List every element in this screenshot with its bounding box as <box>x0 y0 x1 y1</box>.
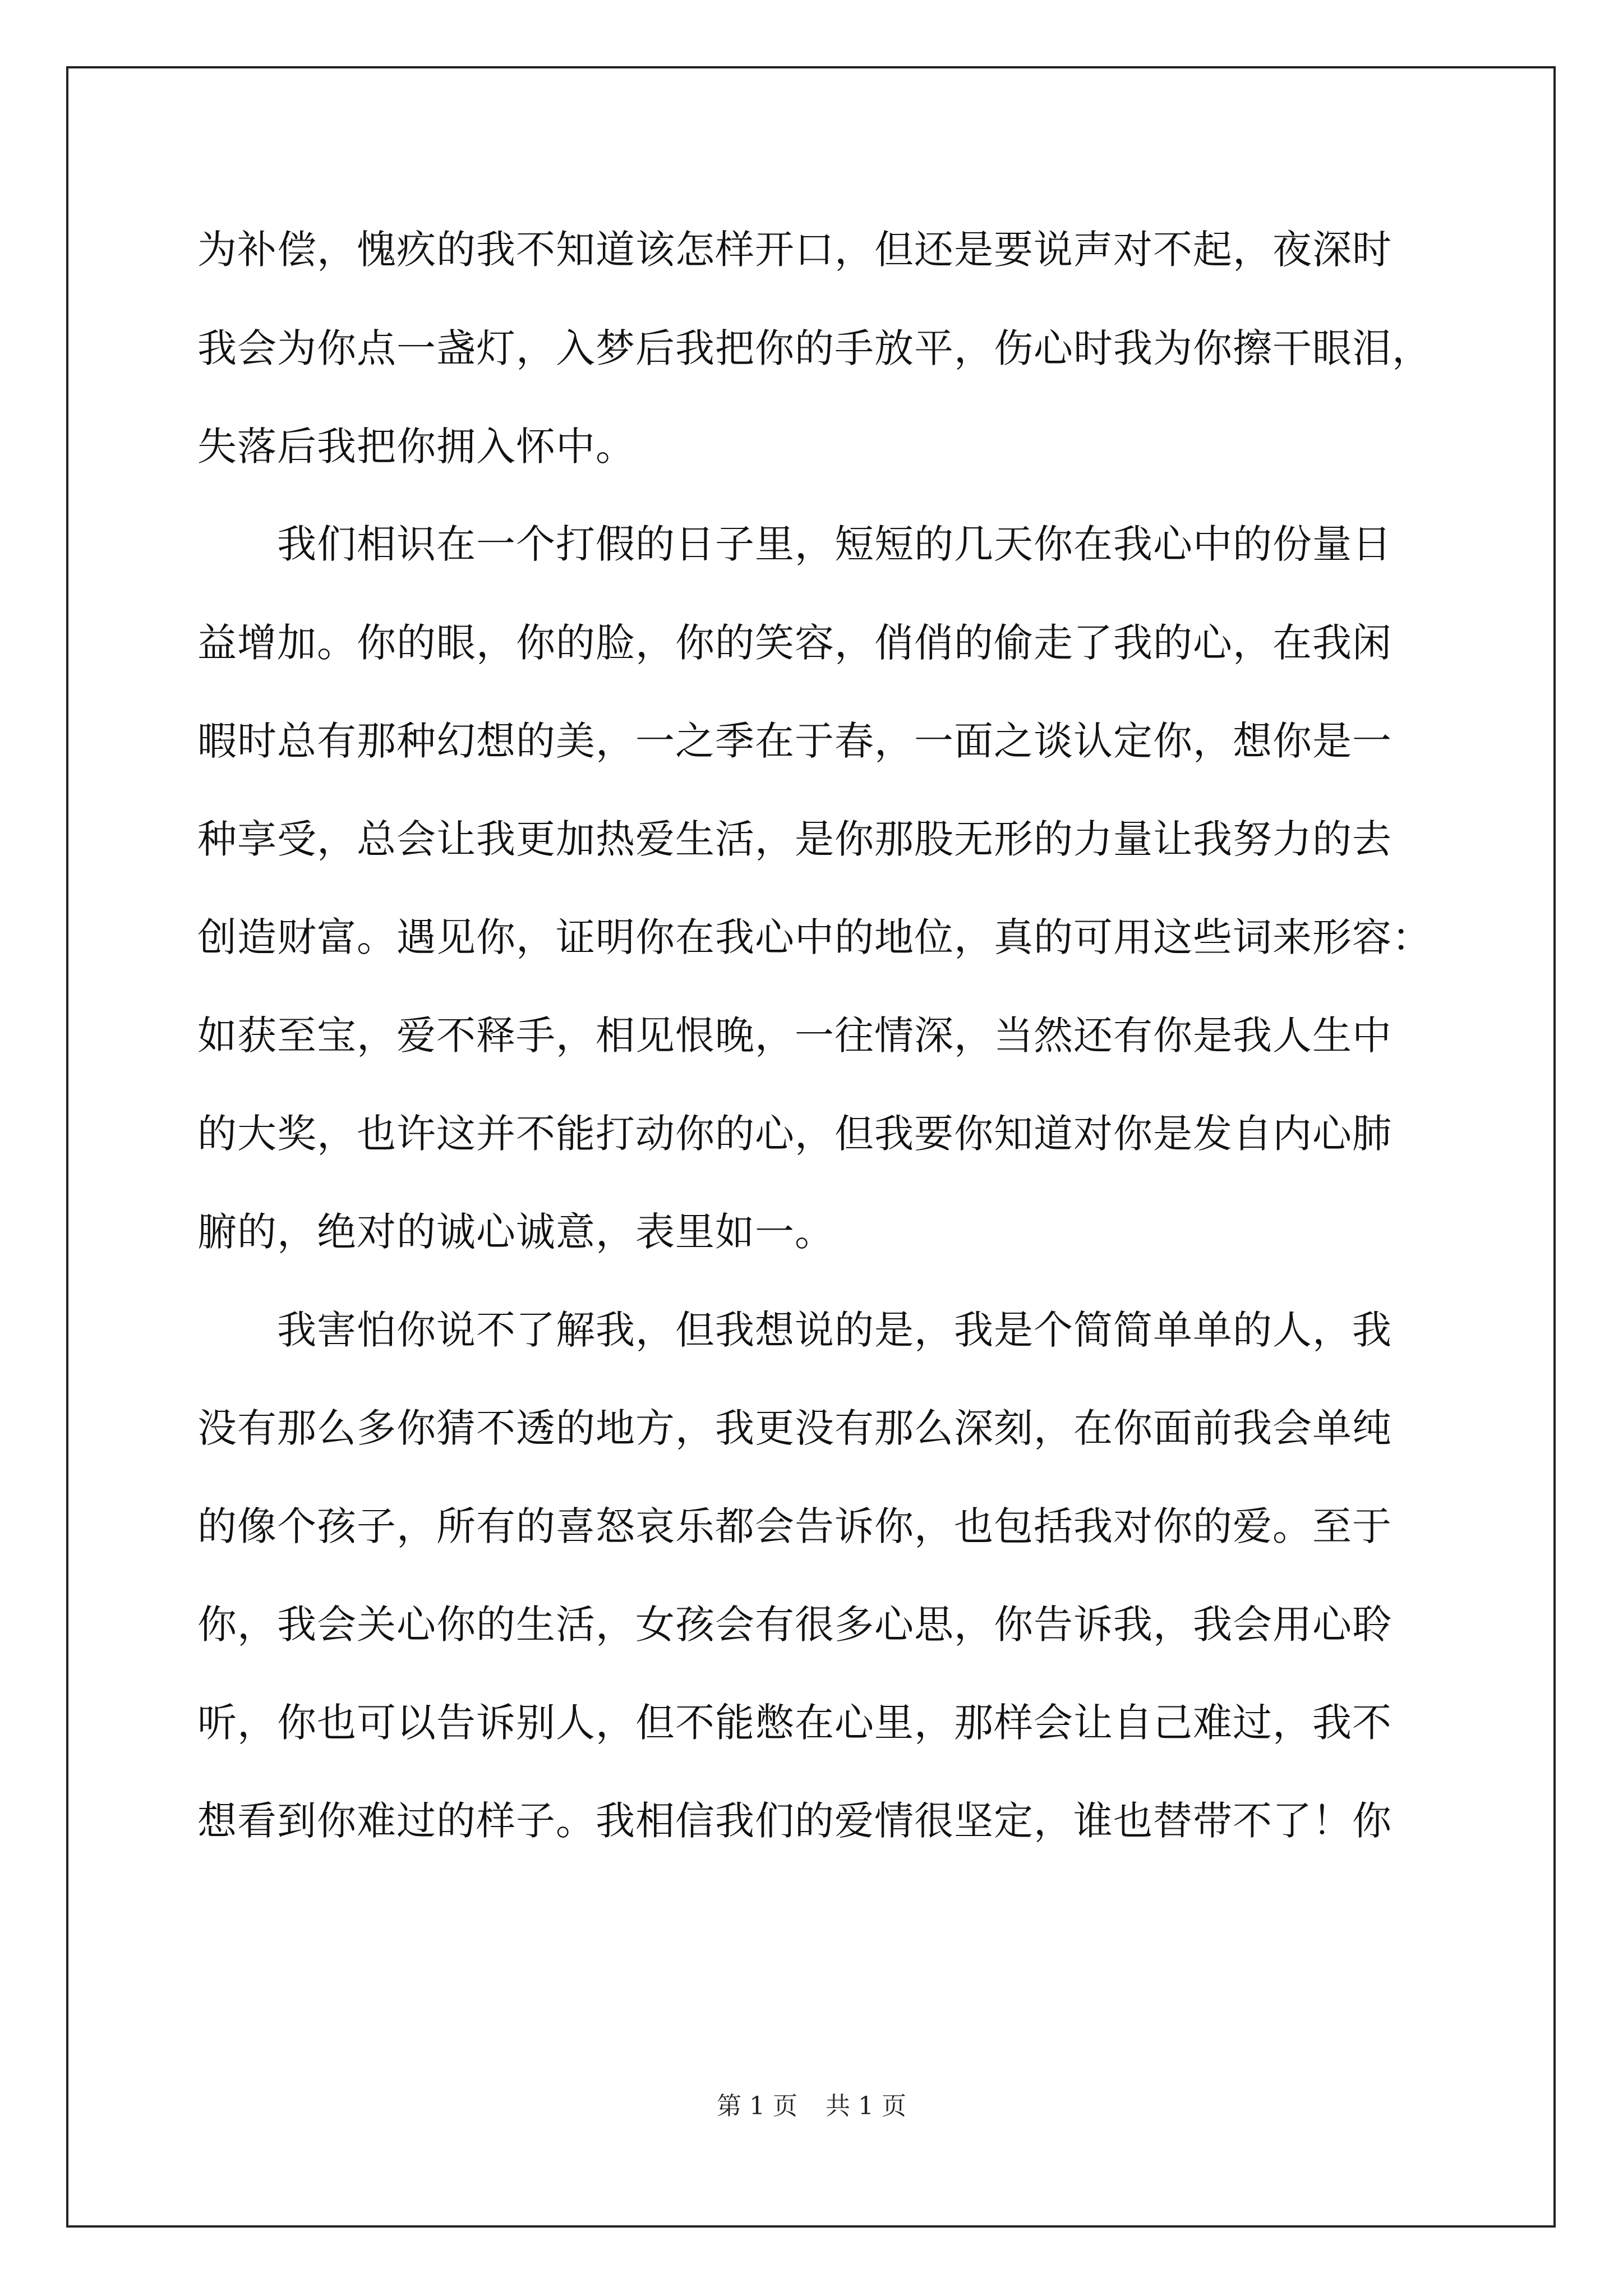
text-line: 听，你也可以告诉别人，但不能憋在心里，那样会让自己难过，我不 <box>197 1700 1392 1746</box>
page-total: 共 1 页 <box>826 2092 906 2120</box>
text-line: 失落后我把你拥入怀中。 <box>197 424 635 470</box>
text-line: 为补偿，愧疚的我不知道该怎样开口，但还是要说声对不起，夜深时 <box>197 227 1392 273</box>
text-line: 我害怕你说不了解我，但我想说的是，我是个简简单单的人，我 <box>197 1307 1392 1353</box>
text-line: 腑的，绝对的诚心诚意，表里如一。 <box>197 1209 834 1255</box>
text-line: 我们相识在一个打假的日子里，短短的几天你在我心中的份量日 <box>197 521 1392 567</box>
text-line: 的大奖，也许这并不能打动你的心，但我要你知道对你是发自内心肺 <box>197 1111 1392 1157</box>
text-line: 创造财富。遇见你，证明你在我心中的地位，真的可用这些词来形容： <box>197 914 1432 960</box>
text-line: 暇时总有那种幻想的美，一之季在于春，一面之谈认定你，想你是一 <box>197 718 1392 764</box>
text-line: 我会为你点一盏灯，入梦后我把你的手放平，伤心时我为你擦干眼泪， <box>197 325 1432 371</box>
text-line: 益增加。你的眼，你的脸，你的笑容，俏俏的偷走了我的心，在我闲 <box>197 620 1392 666</box>
text-line: 没有那么多你猜不透的地方，我更没有那么深刻，在你面前我会单纯 <box>197 1405 1392 1451</box>
page-footer <box>0 2090 1623 2123</box>
text-line: 的像个孩子，所有的喜怒哀乐都会告诉你，也包括我对你的爱。至于 <box>197 1503 1392 1549</box>
text-line: 你，我会关心你的生活，女孩会有很多心思，你告诉我，我会用心聆 <box>197 1602 1392 1648</box>
text-line: 想看到你难过的样子。我相信我们的爱情很坚定，谁也替带不了！你 <box>197 1798 1392 1844</box>
text-line: 种享受，总会让我更加热爱生活，是你那股无形的力量让我努力的去 <box>197 816 1392 862</box>
text-line: 如获至宝，爱不释手，相见恨晚，一往情深，当然还有你是我人生中 <box>197 1013 1392 1059</box>
page-number: 第 1 页 <box>717 2092 797 2120</box>
